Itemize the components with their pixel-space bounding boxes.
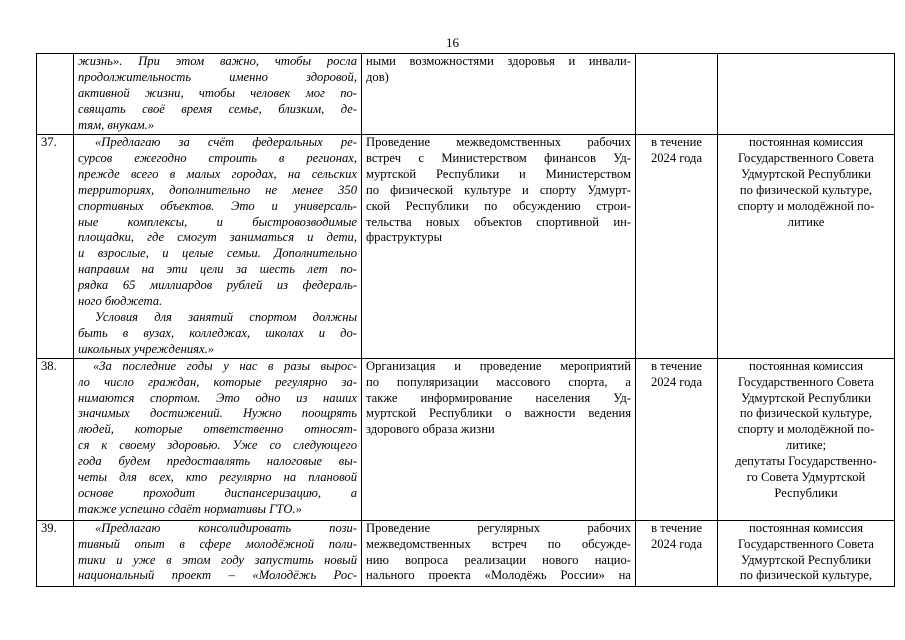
- responsible-line: депутаты Государственно-: [735, 454, 877, 469]
- quote-line: тики и уже в этом году запустить новый: [78, 552, 357, 567]
- action-line: нию вопроса реализации нового нацио-: [366, 552, 631, 567]
- action-line: нального проекта «Молодёжь России» на: [366, 568, 631, 583]
- term-cell: [636, 520, 718, 586]
- quote-line: основе проходит диспансеризацию, а: [78, 485, 357, 500]
- responsible-line: го Совета Удмуртской: [746, 470, 866, 485]
- responsible-line: по физической культуре,: [739, 182, 873, 197]
- action-line: здорового образа жизни: [366, 422, 495, 437]
- action-line: ской Республики по обсуждению строи-: [366, 198, 631, 213]
- term-line: в течение: [651, 520, 702, 535]
- responsible-cell: [718, 54, 895, 135]
- responsible-line: постоянная комиссия: [748, 520, 864, 535]
- row-number-cell: 39.: [37, 520, 74, 586]
- responsible-line: постоянная комиссия: [748, 358, 864, 373]
- action-cell: [362, 358, 636, 520]
- action-line: дов): [366, 69, 389, 84]
- quote-line: ся к своему здоровью. Уже со следующего: [78, 438, 357, 453]
- action-line: по физической культуре и спорту Удмурт-: [366, 182, 631, 197]
- table-row: [37, 135, 895, 359]
- responsible-line: по физической культуре,: [739, 406, 873, 421]
- quote-line: площадки, где смогут заниматься и дети,: [78, 230, 357, 245]
- responsible-line: Государственного Совета: [737, 536, 875, 551]
- responsible-line: Государственного Совета: [737, 150, 875, 165]
- quote-cell: [74, 358, 362, 520]
- term-cell: [636, 135, 718, 359]
- responsible-line: литике;: [785, 438, 827, 453]
- responsible-line: литике: [787, 214, 825, 229]
- action-line: Проведение регулярных рабочих: [366, 520, 631, 535]
- quote-cell: [74, 520, 362, 586]
- action-line: муртской Республики и Министерством: [366, 166, 631, 181]
- action-line: тельства новых объектов спортивной ин-: [366, 214, 631, 229]
- quote-line: «За последние годы у нас в разы вырос-: [93, 358, 357, 373]
- quote-line: сурсов ежегодно строить в регионах,: [78, 150, 357, 165]
- action-line: Организация и проведение мероприятий: [366, 358, 631, 373]
- quote-line: нимаются спортом. Это одно из наших: [78, 390, 357, 405]
- row-number-cell: 38.: [37, 358, 74, 520]
- quote-line: прежде всего в малых городах, на сельских: [78, 166, 357, 181]
- quote-line: ного бюджета.: [78, 294, 163, 309]
- term-cell: [636, 358, 718, 520]
- term-line: 2024 года: [650, 536, 703, 551]
- responsible-cell: [718, 520, 895, 586]
- quote-line: свящать своё время семье, близким, де-: [78, 101, 357, 116]
- quote-cell: [74, 54, 362, 135]
- row-number-cell: 37.: [37, 135, 74, 359]
- responsible-line: Удмуртской Республики: [740, 552, 872, 567]
- quote-line: Условия для занятий спортом должны: [95, 309, 357, 324]
- term-line: в течение: [651, 135, 702, 149]
- term-line: 2024 года: [650, 374, 703, 389]
- responsible-line: Республики: [774, 485, 838, 500]
- quote-line: года будем предоставлять налоговые вы-: [78, 454, 357, 469]
- action-line: встреч с Министерством финансов Уд-: [366, 150, 631, 165]
- quote-line: «Предлагаю за счёт федеральных ре-: [95, 135, 357, 149]
- action-line: межведомственных встреч по обсужде-: [366, 536, 631, 551]
- table-row: [37, 520, 895, 586]
- quote-line: жизнь». При этом важно, чтобы росла: [78, 54, 357, 68]
- action-line: также информирование населения Уд-: [366, 390, 631, 405]
- action-line: ными возможностями здоровья и инвали-: [366, 54, 631, 68]
- quote-line: значимых достижений. Нужно поощрять: [78, 406, 357, 421]
- responsible-line: по физической культуре,: [739, 568, 873, 583]
- quote-cell: [74, 135, 362, 359]
- responsible-line: постоянная комиссия: [748, 135, 864, 149]
- quote-line: также успешно сдаёт нормативы ГТО.»: [78, 501, 302, 516]
- plan-table: [36, 53, 895, 587]
- quote-line: школьных учреждениях.»: [78, 341, 215, 356]
- action-line: по популяризации массового спорта, а: [366, 374, 631, 389]
- quote-line: продолжительность именно здоровой,: [78, 69, 357, 84]
- quote-line: ные комплексы, и быстровозводимые: [78, 214, 357, 229]
- responsible-cell: [718, 135, 895, 359]
- responsible-line: спорту и молодёжной по-: [737, 422, 875, 437]
- table-row: [37, 358, 895, 520]
- quote-line: людей, которые ответственно относят-: [78, 422, 357, 437]
- action-line: муртской Республики о важности ведения: [366, 406, 631, 421]
- action-cell: [362, 520, 636, 586]
- quote-line: активной жизни, чтобы человек мог по-: [78, 85, 357, 100]
- quote-line: рядка 65 миллиардов рублей из федераль-: [78, 278, 357, 293]
- table-row: [37, 54, 895, 135]
- quote-line: четы для всех, кто регулярно на плановой: [78, 470, 357, 485]
- action-line: фраструктуры: [366, 230, 443, 245]
- quote-line: тивный опыт в сфере молодёжной поли-: [78, 536, 357, 551]
- responsible-line: Государственного Совета: [737, 374, 875, 389]
- action-cell: [362, 54, 636, 135]
- page-number: 16: [446, 35, 459, 50]
- quote-line: и взрослые, и целые семьи. Дополнительно: [78, 246, 357, 261]
- row-number-cell: [37, 54, 74, 135]
- term-cell: [636, 54, 718, 135]
- responsible-line: Удмуртской Республики: [740, 166, 872, 181]
- quote-line: территориях, дополнительно не менее 350: [78, 182, 357, 197]
- quote-line: «Предлагаю консолидировать пози-: [95, 520, 357, 535]
- quote-line: быть в вузах, колледжах, школах и до-: [78, 325, 357, 340]
- quote-line: тям, внукам.»: [78, 117, 155, 132]
- quote-line: спортивных объектов. Это и универсаль-: [78, 198, 357, 213]
- quote-line: ло число граждан, которые регулярно за-: [78, 374, 357, 389]
- action-line: Проведение межведомственных рабочих: [366, 135, 631, 149]
- quote-line: направим на эти цели за шесть лет по-: [78, 262, 357, 277]
- term-line: в течение: [651, 358, 702, 373]
- term-line: 2024 года: [650, 150, 703, 165]
- responsible-cell: [718, 358, 895, 520]
- responsible-line: Удмуртской Республики: [740, 390, 872, 405]
- action-cell: [362, 135, 636, 359]
- quote-line: национальный проект – «Молодёжь Рос-: [78, 568, 357, 583]
- responsible-line: спорту и молодёжной по-: [737, 198, 875, 213]
